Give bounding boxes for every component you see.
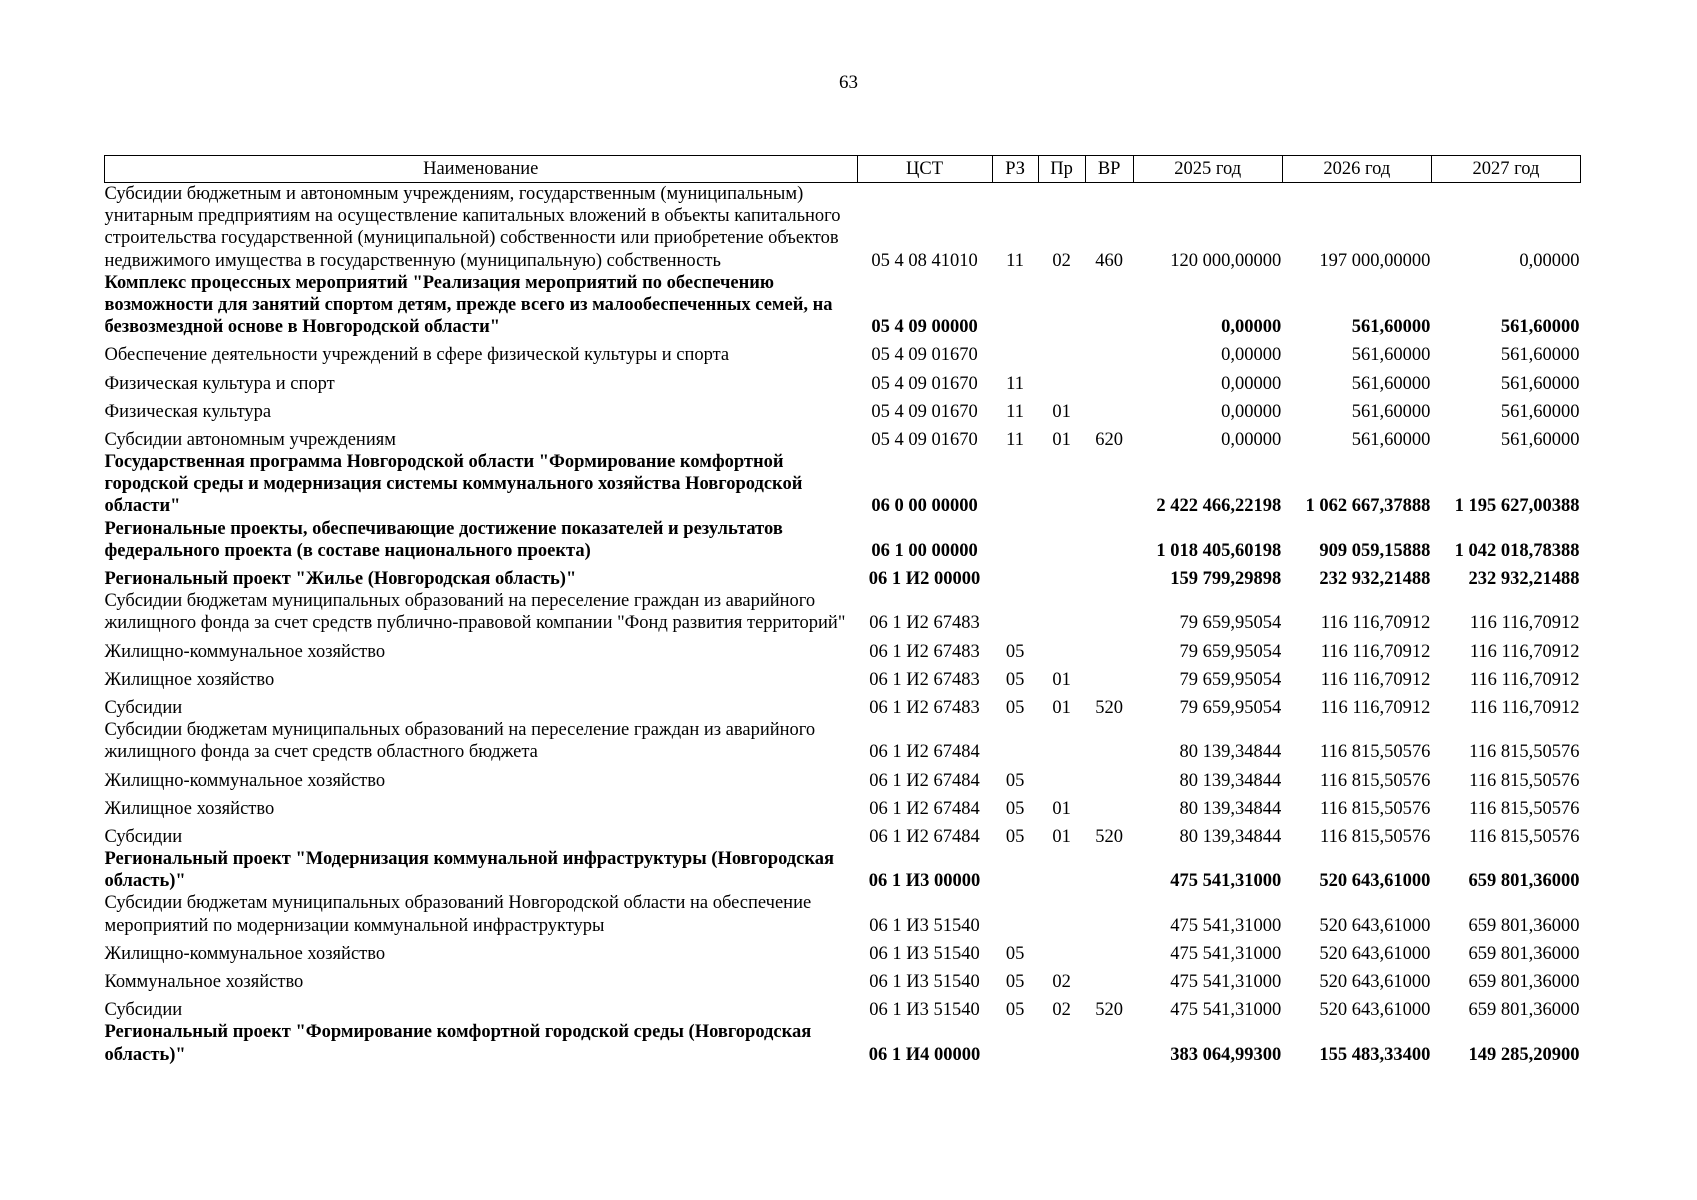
table-row [105, 1021, 1581, 1065]
table-row [105, 820, 1581, 848]
row-name: Субсидии [104, 1000, 183, 1021]
row-pr [1038, 272, 1085, 339]
row-pr: 01 [1052, 798, 1071, 819]
row-2025: 79 659,95054 [1179, 613, 1282, 634]
row-2025: 0,00000 [1221, 345, 1282, 366]
row-2027: 659 801,36000 [1468, 972, 1580, 992]
row-pr [1038, 367, 1085, 395]
row-vr [1085, 663, 1133, 691]
header-cst: ЦСТ [857, 156, 992, 183]
row-2025: 159 799,29898 [1170, 569, 1282, 589]
table-row [105, 183, 1581, 272]
row-2025: 0,00000 [1221, 373, 1282, 394]
row-name: Комплекс процессных мероприятий "Реализация мероприятий по обеспечению возможности для занятий спортом детям, прежде всего из малообеспеченных семей, на безвозмездной основе в Новгородской области" [104, 272, 833, 338]
row-rz: 05 [1005, 669, 1025, 690]
row-name: Региональный проект "Модернизация коммунальной инфраструктуры (Новгородская область)" [104, 849, 835, 892]
row-cst: 06 0 00 00000 [871, 496, 978, 517]
table-row [105, 848, 1581, 892]
row-pr: 02 [1052, 250, 1071, 271]
table-row [105, 451, 1581, 518]
row-name: Субсидии [104, 826, 183, 847]
row-pr [1038, 1021, 1085, 1065]
row-cst: 06 1 И2 67484 [869, 798, 980, 819]
row-cst: 05 4 09 01670 [871, 373, 978, 394]
row-2025: 79 659,95054 [1179, 697, 1282, 718]
row-2025: 80 139,34844 [1179, 826, 1282, 847]
row-pr [1038, 635, 1085, 663]
page-number: 63 [839, 72, 858, 93]
row-cst: 06 1 И2 67483 [869, 613, 980, 634]
row-2025: 1 018 405,60198 [1156, 540, 1282, 561]
row-2026: 520 643,61000 [1319, 1000, 1431, 1021]
row-cst: 05 4 09 01670 [871, 345, 978, 366]
row-pr [1038, 892, 1085, 936]
row-2026: 520 643,61000 [1319, 943, 1431, 964]
row-rz: 05 [1005, 1000, 1025, 1021]
row-2026: 520 643,61000 [1319, 915, 1431, 936]
row-2026: 116 815,50576 [1320, 798, 1431, 819]
row-2027: 659 801,36000 [1468, 871, 1580, 892]
row-2026: 561,60000 [1351, 401, 1431, 422]
row-name: Субсидии автономным учреждениям [104, 429, 396, 450]
row-2025: 475 541,31000 [1170, 943, 1282, 964]
row-2025: 79 659,95054 [1179, 669, 1282, 690]
row-vr [1085, 965, 1133, 993]
row-pr [1038, 338, 1085, 366]
row-2025: 80 139,34844 [1179, 742, 1282, 763]
row-vr [1085, 635, 1133, 663]
row-pr: 01 [1052, 669, 1071, 690]
row-pr [1038, 764, 1085, 792]
row-name: Жилищное хозяйство [104, 798, 275, 819]
row-2027: 561,60000 [1500, 401, 1580, 422]
row-name: Физическая культура и спорт [104, 373, 335, 394]
row-vr [1085, 451, 1133, 518]
row-2026: 561,60000 [1351, 373, 1431, 394]
row-cst: 06 1 И2 67483 [869, 669, 980, 690]
row-name: Жилищно-коммунальное хозяйство [104, 770, 386, 791]
row-cst: 06 1 И3 51540 [869, 943, 980, 964]
row-2027: 116 116,70912 [1469, 613, 1580, 634]
row-2026: 116 815,50576 [1320, 742, 1431, 763]
row-2025: 475 541,31000 [1170, 972, 1282, 992]
row-2026: 561,60000 [1351, 345, 1431, 366]
row-name: Жилищно-коммунальное хозяйство [104, 641, 386, 662]
row-2027: 116 815,50576 [1469, 742, 1580, 763]
row-cst: 06 1 И3 51540 [869, 1000, 980, 1021]
row-vr [1085, 395, 1133, 423]
row-2027: 116 116,70912 [1469, 697, 1580, 718]
header-vr: ВР [1085, 156, 1133, 183]
row-rz [992, 1021, 1038, 1065]
row-rz [992, 518, 1038, 562]
row-cst: 06 1 И2 67484 [869, 826, 980, 847]
row-2025: 475 541,31000 [1170, 871, 1282, 892]
row-rz [992, 272, 1038, 339]
row-vr [1085, 937, 1133, 965]
row-name: Коммунальное хозяйство [104, 972, 304, 992]
row-2025: 80 139,34844 [1179, 798, 1282, 819]
row-2026: 909 059,15888 [1319, 540, 1431, 561]
table-body [105, 183, 1581, 1066]
row-cst: 06 1 00 00000 [871, 540, 978, 561]
row-pr: 01 [1052, 401, 1071, 422]
row-pr [1038, 590, 1085, 634]
row-2025: 383 064,99300 [1170, 1044, 1282, 1065]
row-cst: 06 1 И2 67484 [869, 742, 980, 763]
row-2027: 149 285,20900 [1468, 1044, 1580, 1065]
row-cst: 06 1 И2 00000 [868, 569, 981, 589]
header-name: Наименование [105, 156, 858, 183]
row-name: Региональный проект "Формирование комфортной городской среды (Новгородская область)" [104, 1022, 812, 1065]
row-2026: 561,60000 [1351, 317, 1431, 338]
row-vr: 520 [1095, 826, 1124, 847]
row-2026: 116 116,70912 [1320, 669, 1431, 690]
row-2026: 1 062 667,37888 [1305, 496, 1431, 517]
row-vr [1085, 892, 1133, 936]
row-rz: 05 [1005, 641, 1025, 662]
row-2025: 120 000,00000 [1170, 250, 1282, 271]
row-vr [1085, 848, 1133, 892]
row-pr [1038, 848, 1085, 892]
row-2026: 116 116,70912 [1320, 613, 1431, 634]
row-vr [1085, 792, 1133, 820]
row-name: Жилищно-коммунальное хозяйство [104, 943, 386, 964]
row-cst: 05 4 09 01670 [871, 429, 978, 450]
table-row [105, 590, 1581, 634]
row-vr [1085, 272, 1133, 339]
row-pr [1038, 451, 1085, 518]
budget-table [104, 155, 1581, 1066]
row-name: Физическая культура [104, 401, 272, 422]
row-2025: 475 541,31000 [1170, 915, 1282, 936]
row-pr [1038, 518, 1085, 562]
row-rz [992, 892, 1038, 936]
row-rz [992, 848, 1038, 892]
row-2025: 475 541,31000 [1170, 1000, 1282, 1021]
header-2026: 2026 год [1282, 156, 1431, 183]
row-2027: 561,60000 [1500, 373, 1580, 394]
row-2026: 197 000,00000 [1319, 250, 1431, 271]
table-row [105, 937, 1581, 965]
row-2027: 659 801,36000 [1468, 915, 1580, 936]
header-2025: 2025 год [1133, 156, 1282, 183]
table-row [105, 395, 1581, 423]
row-name: Субсидии бюджетным и автономным учреждениям, государственным (муниципальным) унитарным предприятиям на осуществление капитальных вложений в объекты капитального строительства государственной (муниципальной) собственности или приобретение объектов недвижимого имущества в государственную (муниципальную) собственность [104, 184, 841, 271]
row-2027: 1 195 627,00388 [1454, 496, 1580, 517]
table-row [105, 892, 1581, 936]
row-name: Субсидии бюджетам муниципальных образований на переселение граждан из аварийного жилищного фонда за счет средств областного бюджета [104, 720, 816, 763]
row-name: Государственная программа Новгородской области "Формирование комфортной городской среды и модернизация системы коммунального хозяйства Новгородской области" [104, 452, 803, 517]
row-vr [1085, 719, 1133, 763]
row-2027: 561,60000 [1500, 317, 1580, 338]
row-rz: 11 [1006, 250, 1024, 271]
row-rz: 11 [1006, 429, 1024, 450]
row-vr [1085, 562, 1133, 590]
row-name: Жилищное хозяйство [104, 669, 275, 690]
row-2027: 0,00000 [1519, 250, 1580, 271]
row-rz [992, 451, 1038, 518]
row-vr: 520 [1095, 1000, 1124, 1021]
row-2026: 116 116,70912 [1320, 697, 1431, 718]
row-2027: 116 116,70912 [1469, 669, 1580, 690]
row-name: Региональные проекты, обеспечивающие достижение показателей и результатов федерального проекта (в составе национального проекта) [104, 518, 783, 561]
row-pr [1038, 719, 1085, 763]
row-vr [1085, 764, 1133, 792]
row-2025: 0,00000 [1221, 317, 1282, 338]
row-cst: 05 4 09 01670 [871, 401, 978, 422]
header-2027: 2027 год [1431, 156, 1580, 183]
row-2027: 561,60000 [1500, 345, 1580, 366]
table-row [105, 518, 1581, 562]
row-2025: 79 659,95054 [1179, 641, 1282, 662]
row-rz [992, 590, 1038, 634]
row-vr [1085, 590, 1133, 634]
row-pr [1038, 937, 1085, 965]
row-cst: 06 1 И3 51540 [869, 915, 980, 936]
row-rz [992, 338, 1038, 366]
row-2025: 0,00000 [1221, 401, 1282, 422]
row-vr: 620 [1095, 429, 1124, 450]
row-cst: 05 4 08 41010 [871, 250, 978, 271]
row-2027: 659 801,36000 [1468, 943, 1580, 964]
row-pr: 01 [1052, 429, 1071, 450]
row-2026: 155 483,33400 [1319, 1044, 1431, 1065]
table-row [105, 562, 1581, 590]
header-rz: РЗ [992, 156, 1038, 183]
row-vr [1085, 338, 1133, 366]
row-2026: 561,60000 [1351, 429, 1431, 450]
row-rz: 11 [1006, 401, 1024, 422]
row-name: Региональный проект "Жилье (Новгородская область)" [104, 569, 577, 589]
row-cst: 06 1 И2 67483 [869, 697, 980, 718]
row-pr: 01 [1052, 697, 1071, 718]
row-2026: 232 932,21488 [1319, 569, 1431, 589]
row-2027: 232 932,21488 [1468, 569, 1580, 589]
row-2027: 659 801,36000 [1468, 1000, 1580, 1021]
row-2027: 1 042 018,78388 [1454, 540, 1580, 561]
row-vr: 520 [1095, 697, 1124, 718]
table-row [105, 338, 1581, 366]
row-2025: 80 139,34844 [1179, 770, 1282, 791]
table-row [105, 272, 1581, 339]
row-2025: 0,00000 [1221, 429, 1282, 450]
row-rz: 05 [1005, 972, 1025, 992]
row-rz: 05 [1005, 697, 1025, 718]
row-2027: 116 116,70912 [1469, 641, 1580, 662]
row-2027: 116 815,50576 [1469, 770, 1580, 791]
table-row [105, 965, 1581, 993]
row-2027: 116 815,50576 [1469, 826, 1580, 847]
row-vr: 460 [1095, 250, 1124, 271]
row-vr [1085, 1021, 1133, 1065]
table-row [105, 423, 1581, 451]
row-2026: 116 815,50576 [1320, 770, 1431, 791]
row-cst: 06 1 И4 00000 [868, 1044, 981, 1065]
table-row [105, 663, 1581, 691]
row-name: Субсидии бюджетам муниципальных образований Новгородской области на обеспечение мероприятий по модернизации коммунальной инфраструктуры [104, 893, 812, 936]
table-row [105, 367, 1581, 395]
row-2027: 116 815,50576 [1469, 798, 1580, 819]
row-vr [1085, 367, 1133, 395]
row-cst: 05 4 09 00000 [871, 317, 978, 338]
row-pr [1038, 562, 1085, 590]
table-row [105, 792, 1581, 820]
row-cst: 06 1 И3 51540 [869, 972, 980, 992]
row-2025: 2 422 466,22198 [1156, 496, 1282, 517]
row-cst: 06 1 И3 00000 [868, 871, 981, 892]
table-header [105, 156, 1581, 183]
row-2026: 116 116,70912 [1320, 641, 1431, 662]
table-row [105, 993, 1581, 1021]
row-cst: 06 1 И2 67484 [869, 770, 980, 791]
row-pr: 02 [1052, 972, 1071, 992]
row-rz [992, 719, 1038, 763]
row-2026: 520 643,61000 [1319, 972, 1431, 992]
table-row [105, 635, 1581, 663]
row-rz: 05 [1005, 826, 1025, 847]
row-pr: 02 [1052, 1000, 1071, 1021]
row-name: Субсидии бюджетам муниципальных образований на переселение граждан из аварийного жилищного фонда за счет средств публично-правовой компании "Фонд развития территорий" [104, 591, 846, 634]
row-cst: 06 1 И2 67483 [869, 641, 980, 662]
row-2027: 561,60000 [1500, 429, 1580, 450]
row-pr: 01 [1052, 826, 1071, 847]
row-name: Субсидии [104, 697, 183, 718]
header-pr: Пр [1038, 156, 1085, 183]
row-name: Обеспечение деятельности учреждений в сфере физической культуры и спорта [104, 345, 730, 366]
row-rz: 05 [1005, 943, 1025, 964]
row-2026: 520 643,61000 [1319, 871, 1431, 892]
table-row [105, 719, 1581, 763]
table-row [105, 764, 1581, 792]
row-rz [992, 562, 1038, 590]
row-rz: 11 [1006, 373, 1024, 394]
row-rz: 05 [1005, 770, 1025, 791]
row-rz: 05 [1005, 798, 1025, 819]
row-2026: 116 815,50576 [1320, 826, 1431, 847]
row-vr [1085, 518, 1133, 562]
table-row [105, 691, 1581, 719]
